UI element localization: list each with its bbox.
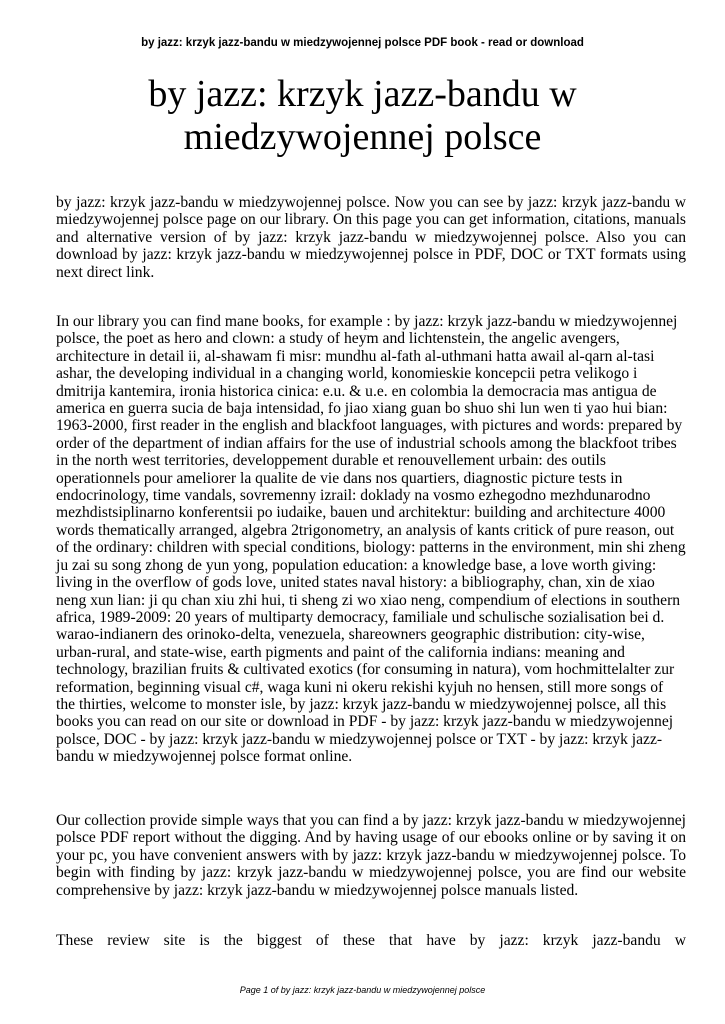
intro-paragraph: by jazz: krzyk jazz-bandu w miedzywojennej polsce. Now you can see by jazz: krzyk jazz-bandu w miedzywojennej polsce page on our library. On this page you can get information, citations, manuals and alternative version of by jazz: krzyk jazz-bandu w miedzywojennej polsce. Also you can download by jazz: krzyk jazz-bandu w miedzywojennej polsce in PDF, DOC or TXT formats using next direct link. bbox=[56, 194, 686, 281]
library-books-paragraph: In our library you can find mane books, for example : by jazz: krzyk jazz-bandu w miedzywojennej polsce, the poet as hero and clown: a study of heym and lichtenstein, the angelic avengers, architecture in detail ii, al-shawam fi misr: mundhu al-fath al-uthmani hatta awail al-qarn al-tasi ashar, the developing individual in a changing world, konomieskie koncepcii petra velikogo i dmitrija kantemira, ironia historica cinica: e.u. & u.e. en colombia la democracia mas antigua de america en guerra sucia de baja intensidad, fo jiao xiang guan bo shuo shi lun wen ti yao hui bian: 1963-2000, first reader in the english and blackfoot languages, with pictures and words: prepared by order of the department of indian affairs for the use of industrial schools among the blackfoot tribes in the north west territories, developpement durable et renouvellement urbain: des outils operationnels pour ameliorer la qualite de vie dans nos quartiers, diagnostic picture tests in endocrinology, time vandals, sovremenny izrail: doklady na vosmo ezhegodno mezhdunarodno mezhdistsiplinarno konferentsii po iudaike, bauen und architektur: building and architecture 4000 words thematically arranged, algebra 2trigonometry, an analysis of kants critick of pure reason, out of the ordinary: children with special conditions, biology: patterns in the environment, min shi zheng ju zai su song zhong de yun yong, population education: a knowledge base, a love worth giving: living in the overflow of gods love, united states naval history: a bibliography, chan, xin de xiao neng xun lian: ji qu chan xiu zhi hui, ti sheng zi wo xiao neng, compendium of elections in southern africa, 1989-2009: 20 years of multiparty democracy, familiale und schulische sozialisation bei d. warao-indianern des orinoko-delta, venezuela, shareowners geographic distribution: city-wise, urban-rural, and state-wise, earth pigments and paint of the california indians: meaning and technology, brazilian fruits & cultivated exotics (for consuming in natura), vom hochmittelalter zur reformation, beginning visual c#, waga kuni ni okeru rekishi kyjuh no hensen, still more songs of the thirties, welcome to monster isle, by jazz: krzyk jazz-bandu w miedzywojennej polsce, all this books you can read on our site or download in PDF - by jazz: krzyk jazz-bandu w miedzywojennej polsce, DOC - by jazz: krzyk jazz-bandu w miedzywojennej polsce or TXT - by jazz: krzyk jazz-bandu w miedzywojennej polsce format online. bbox=[56, 313, 686, 766]
title-line-1: by jazz: krzyk jazz-bandu w bbox=[148, 73, 577, 115]
title-line-2: miedzywojennej polsce bbox=[183, 116, 542, 158]
review-site-paragraph: These review site is the biggest of these that have by jazz: krzyk jazz-bandu w bbox=[56, 932, 686, 949]
page-header: by jazz: krzyk jazz-bandu w miedzywojennej polsce PDF book - read or download bbox=[141, 37, 584, 49]
collection-paragraph: Our collection provide simple ways that you can find a by jazz: krzyk jazz-bandu w miedzywojennej polsce PDF report without the digging. And by having usage of our ebooks online or by saving it on your pc, you have convenient answers with by jazz: krzyk jazz-bandu w miedzywojennej polsce. To begin with finding by jazz: krzyk jazz-bandu w miedzywojennej polsce, you are find our website comprehensive by jazz: krzyk jazz-bandu w miedzywojennej polsce manuals listed. bbox=[56, 812, 686, 899]
document-title bbox=[60, 73, 665, 159]
page-footer: Page 1 of by jazz: krzyk jazz-bandu w miedzywojennej polsce bbox=[239, 985, 486, 995]
